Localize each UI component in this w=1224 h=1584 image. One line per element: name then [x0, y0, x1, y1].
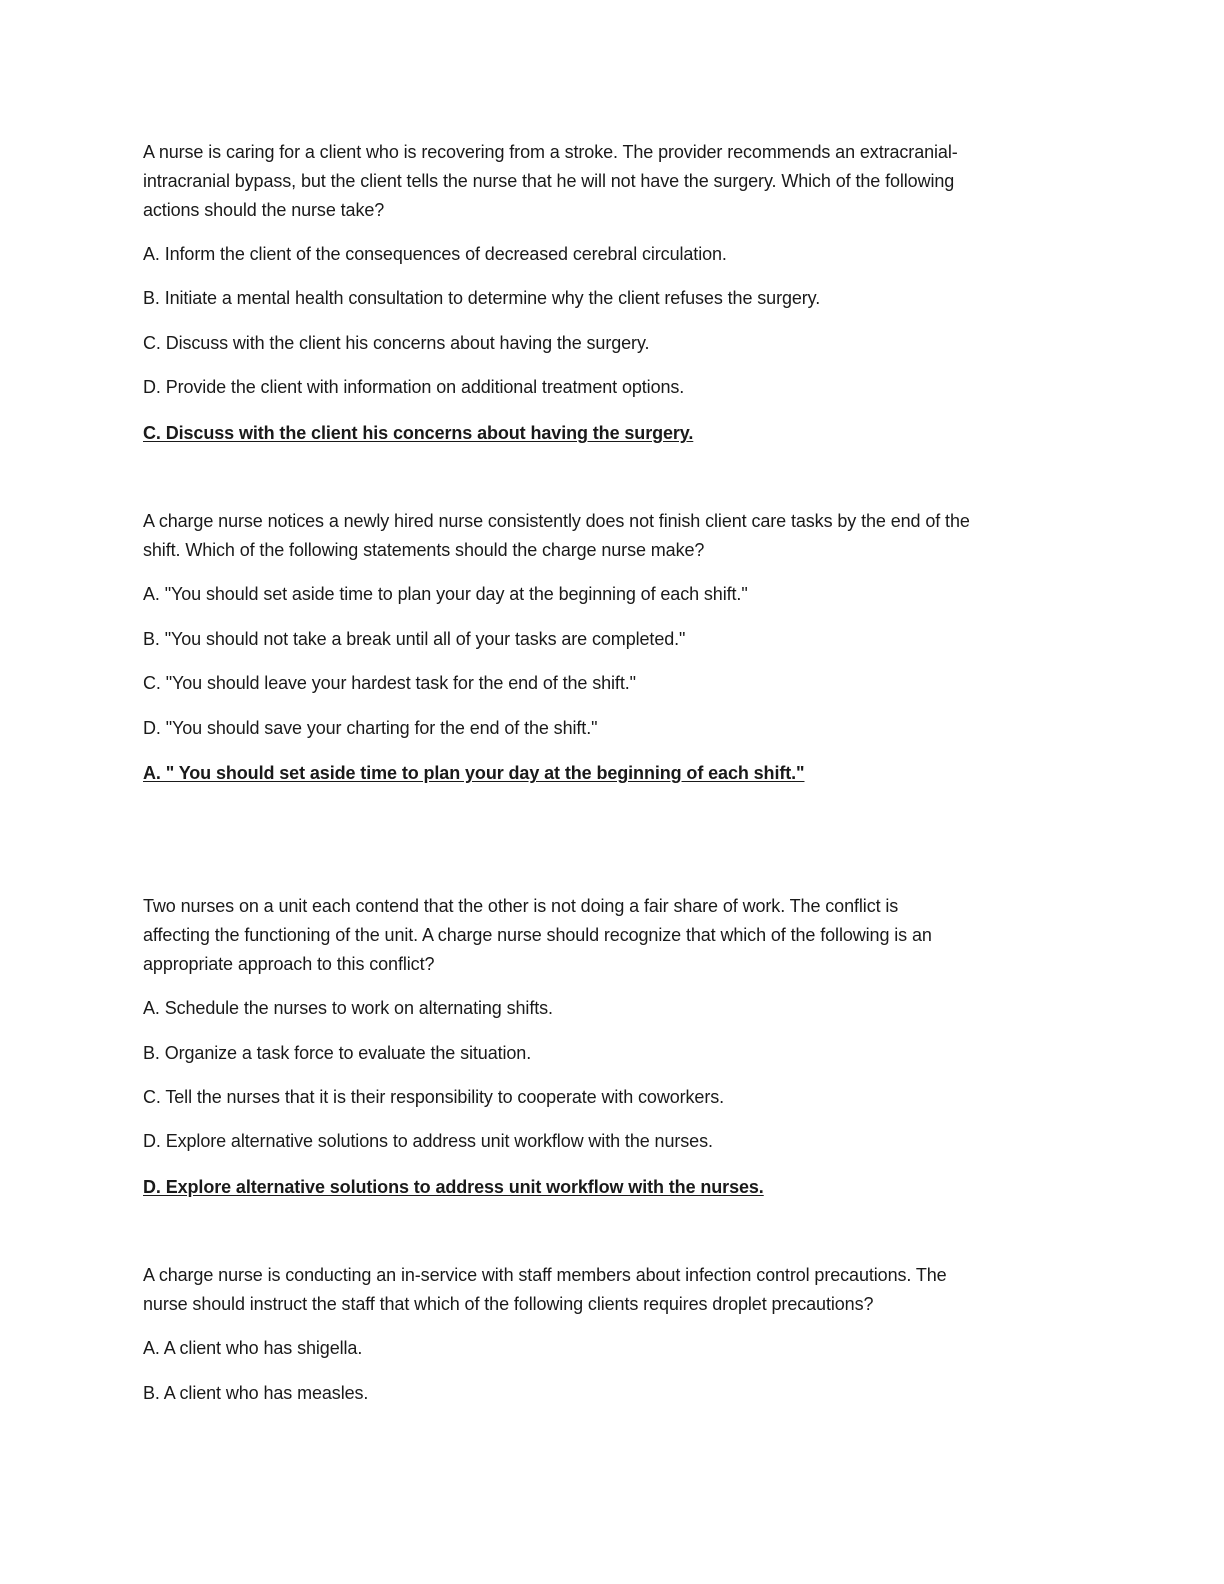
question-2-stem-line-2: shift. Which of the following statements should the charge nurse make?	[143, 540, 705, 560]
question-1-answer: C. Discuss with the client his concerns about having the surgery.	[143, 423, 694, 443]
question-3-option-c: C. Tell the nurses that it is their responsibility to cooperate with coworkers.	[143, 1087, 725, 1107]
question-1-option-b: B. Initiate a mental health consultation to determine why the client refuses the surgery.	[143, 288, 821, 308]
question-2-option-a: A. "You should set aside time to plan your day at the beginning of each shift."	[143, 584, 748, 604]
question-1-option-c: C. Discuss with the client his concerns about having the surgery.	[143, 333, 650, 353]
question-3-stem-line-2: affecting the functioning of the unit. A charge nurse should recognize that which of the following is an	[143, 925, 932, 945]
question-3-option-d: D. Explore alternative solutions to address unit workflow with the nurses.	[143, 1131, 713, 1151]
question-3-stem-line-3: appropriate approach to this conflict?	[143, 954, 435, 974]
question-4-stem-line-2: nurse should instruct the staff that which of the following clients requires droplet precautions?	[143, 1294, 874, 1314]
question-4-option-a: A. A client who has shigella.	[143, 1338, 363, 1358]
question-1-option-a: A. Inform the client of the consequences of decreased cerebral circulation.	[143, 244, 727, 264]
question-1-stem-line-3: actions should the nurse take?	[143, 200, 385, 220]
question-2-stem-line-1: A charge nurse notices a newly hired nurse consistently does not finish client care tasks by the end of the	[143, 511, 970, 531]
question-2-option-b: B. "You should not take a break until all of your tasks are completed."	[143, 629, 686, 649]
question-3-answer: D. Explore alternative solutions to address unit workflow with the nurses.	[143, 1177, 764, 1197]
question-1-option-d: D. Provide the client with information on additional treatment options.	[143, 377, 685, 397]
question-3-option-a: A. Schedule the nurses to work on alternating shifts.	[143, 998, 553, 1018]
question-1-stem-line-1: A nurse is caring for a client who is recovering from a stroke. The provider recommends an extracranial-	[143, 142, 958, 162]
question-3-option-b: B. Organize a task force to evaluate the situation.	[143, 1043, 532, 1063]
question-2-answer: A. " You should set aside time to plan your day at the beginning of each shift."	[143, 763, 805, 783]
question-2-option-c: C. "You should leave your hardest task for the end of the shift."	[143, 673, 636, 693]
question-1-stem-line-2: intracranial bypass, but the client tells the nurse that he will not have the surgery. Which of the following	[143, 171, 955, 191]
question-2-option-d: D. "You should save your charting for the end of the shift."	[143, 718, 598, 738]
question-4-option-b: B. A client who has measles.	[143, 1383, 369, 1403]
question-3-stem-line-1: Two nurses on a unit each contend that the other is not doing a fair share of work. The conflict is	[143, 896, 899, 916]
question-4-stem-line-1: A charge nurse is conducting an in-service with staff members about infection control precautions. The	[143, 1265, 947, 1285]
